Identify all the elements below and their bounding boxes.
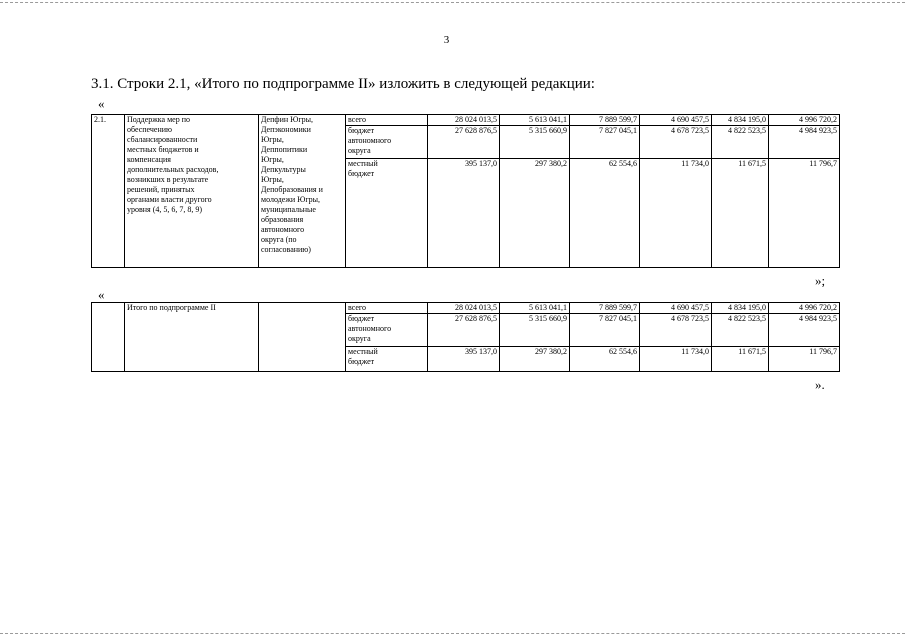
value-cell: 4 834 195,0 [712,115,769,126]
funding-source: бюджет автономного округа [346,126,428,159]
funding-source: всего [346,115,428,126]
value-cell: 297 380,2 [500,347,570,372]
value-cell: 7 889 599,7 [570,303,640,314]
value-cell: 62 554,6 [570,159,640,268]
value-cell: 395 137,0 [428,159,500,268]
value-cell: 28 024 013,5 [428,303,500,314]
value-cell: 7 889 599,7 [570,115,640,126]
value-cell: 11 796,7 [769,159,840,268]
measure-name: Поддержка мер по обеспечению сбалансированности местных бюджетов и компенсация дополнительных расходов, возникших в результате решений, принятых органами власти другого уровня (4, 5, 6, 7, 8, 9) [125,115,259,268]
value-cell: 11 734,0 [640,347,712,372]
value-cell: 5 613 041,1 [500,115,570,126]
value-cell: 395 137,0 [428,347,500,372]
executors: Депфин Югры, Депэкономики Югры, Деппопитики Югры, Депкультуры Югры, Депобразования и молодежи Югры, муниципальные образования автономного округа (по согласованию) [259,115,346,268]
closing-quote: ». [815,377,825,392]
table-row [92,115,840,126]
funding-source: местный бюджет [346,159,428,268]
measure-name: Итого по подпрограмме II [125,303,259,372]
value-cell: 4 822 523,5 [712,126,769,159]
row-number: 2.1. [92,115,125,268]
value-cell: 28 024 013,5 [428,115,500,126]
value-cell: 4 984 923,5 [769,314,840,347]
value-cell: 5 315 660,9 [500,126,570,159]
value-cell: 4 678 723,5 [640,314,712,347]
scan-edge-top [0,2,905,3]
executors [259,303,346,372]
value-cell: 11 671,5 [712,159,769,268]
value-cell: 62 554,6 [570,347,640,372]
opening-quote: « [98,287,105,302]
opening-quote: « [98,96,105,111]
row-number [92,303,125,372]
value-cell: 5 613 041,1 [500,303,570,314]
value-cell: 4 834 195,0 [712,303,769,314]
value-cell: 27 628 876,5 [428,126,500,159]
table-row-2-1 [91,114,840,268]
value-cell: 297 380,2 [500,159,570,268]
value-cell: 4 984 923,5 [769,126,840,159]
value-cell: 11 671,5 [712,347,769,372]
closing-quote: »; [815,273,826,288]
value-cell: 4 678 723,5 [640,126,712,159]
value-cell: 27 628 876,5 [428,314,500,347]
value-cell: 4 690 457,5 [640,303,712,314]
table-row [92,303,840,314]
scan-edge-bottom [0,633,905,634]
amendment-heading: 3.1. Строки 2.1, «Итого по подпрограмме II» изложить в следующей редакции: [91,76,595,92]
value-cell: 4 690 457,5 [640,115,712,126]
page-number: 3 [443,34,450,46]
funding-source: местный бюджет [346,347,428,372]
funding-source: всего [346,303,428,314]
value-cell: 11 734,0 [640,159,712,268]
value-cell: 4 996 720,2 [769,115,840,126]
value-cell: 7 827 045,1 [570,126,640,159]
value-cell: 7 827 045,1 [570,314,640,347]
value-cell: 4 996 720,2 [769,303,840,314]
value-cell: 4 822 523,5 [712,314,769,347]
value-cell: 5 315 660,9 [500,314,570,347]
funding-source: бюджет автономного округа [346,314,428,347]
table-subprogram-total [91,302,840,372]
value-cell: 11 796,7 [769,347,840,372]
